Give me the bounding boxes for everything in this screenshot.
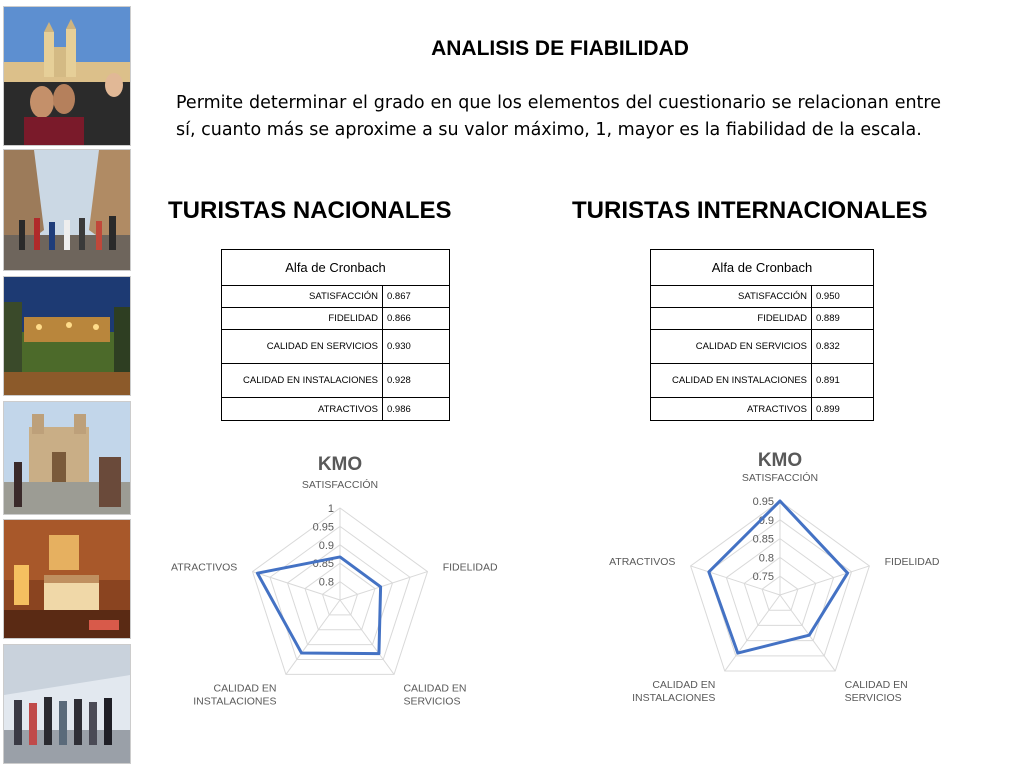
category-label-line: INSTALACIONES: [632, 691, 716, 704]
category-label: [885, 556, 940, 568]
table-row: [651, 308, 874, 330]
night-garden-image: [4, 277, 130, 395]
row-value: 0.950: [812, 286, 874, 308]
row-value: 0.867: [383, 286, 450, 308]
row-value: 0.986: [383, 398, 450, 421]
tick-label: 0.9: [758, 514, 774, 527]
table-row: [651, 364, 874, 398]
series-line: [257, 557, 380, 654]
table-row: [651, 330, 874, 364]
table-row: [222, 330, 450, 364]
tick-label: 0.95: [312, 521, 334, 534]
photo-strip: [3, 6, 131, 762]
description-paragraph: Permite determinar el grado en que los elementos del cuestionario se relacionan entre sí, cuanto más se aproxime a su valor máximo, 1, mayor es la fiabilidad de la escala.: [176, 93, 941, 140]
category-label-line: FIDELIDAD: [442, 561, 498, 574]
row-label: CALIDAD EN SERVICIOS: [651, 330, 812, 364]
category-label-line: CALIDAD EN: [844, 678, 908, 691]
category-label: [443, 562, 498, 574]
hotel-room-image: [4, 520, 130, 638]
row-label: CALIDAD EN INSTALACIONES: [651, 364, 812, 398]
row-label: CALIDAD EN INSTALACIONES: [222, 364, 383, 398]
row-value: 0.889: [812, 308, 874, 330]
kmo-radar-chart-internacionales: [590, 440, 960, 730]
hotel-room-photo: [3, 519, 131, 639]
airport-crowd-image: [4, 645, 130, 763]
category-label-line: CALIDAD EN: [652, 678, 716, 691]
airport-crowd-photo: [3, 644, 131, 764]
category-label: [845, 679, 908, 704]
night-garden-photo: [3, 276, 131, 396]
category-label: [171, 562, 237, 574]
chart-title: KMO: [317, 454, 363, 475]
grid-spoke: [340, 600, 394, 674]
internacionales-table: [650, 249, 874, 421]
row-label: ATRACTIVOS: [222, 398, 383, 421]
category-label-line: SATISFACCIÓN: [301, 479, 379, 491]
chart-title: KMO: [757, 450, 803, 471]
tick-label: 1: [327, 503, 334, 515]
tick-label: 0.85: [752, 533, 774, 546]
church-square-image: [4, 402, 130, 514]
nacionales-heading: TURISTAS NACIONALES: [168, 197, 452, 224]
category-label-line: CALIDAD EN: [403, 682, 467, 695]
category-label: [742, 471, 818, 484]
tick-label: 0.8: [758, 552, 774, 565]
tick-label: 0.9: [318, 539, 334, 552]
category-label: [609, 556, 675, 568]
category-label: [302, 478, 378, 491]
nacionales-table: [221, 249, 450, 421]
category-label: [403, 682, 466, 707]
page-title: ANALISIS DE FIABILIDAD: [431, 37, 689, 60]
table-row: [222, 398, 450, 421]
category-label-line: SERVICIOS: [844, 691, 902, 704]
row-label: FIDELIDAD: [651, 308, 812, 330]
cathedral-plaza-image: [4, 7, 130, 145]
row-value: 0.866: [383, 308, 450, 330]
category-label-line: INSTALACIONES: [193, 695, 277, 708]
category-label-line: ATRACTIVOS: [609, 556, 676, 569]
row-value: 0.832: [812, 330, 874, 364]
tick-label: 0.85: [312, 558, 334, 571]
category-label: [632, 679, 715, 704]
row-label: SATISFACCIÓN: [651, 286, 812, 308]
street-crowd-image: [4, 150, 130, 270]
grid-spoke: [780, 566, 869, 595]
table-row: [651, 398, 874, 421]
grid-spoke: [725, 595, 780, 671]
table-row: [222, 286, 450, 308]
tick-label: 0.8: [318, 576, 334, 589]
row-value: 0.930: [383, 330, 450, 364]
row-value: 0.891: [812, 364, 874, 398]
row-value: 0.928: [383, 364, 450, 398]
internacionales-heading: TURISTAS INTERNACIONALES: [572, 197, 928, 224]
table-title: Alfa de Cronbach: [222, 250, 450, 286]
category-label-line: SATISFACCIÓN: [741, 472, 819, 484]
cathedral-plaza-photo: [3, 6, 131, 146]
tick-label: 0.95: [752, 496, 774, 508]
grid-spoke: [340, 572, 427, 600]
category-label-line: CALIDAD EN: [213, 682, 277, 695]
table-row: [651, 286, 874, 308]
row-label: CALIDAD EN SERVICIOS: [222, 330, 383, 364]
category-label: [193, 682, 276, 707]
tick-label: 0.75: [752, 571, 774, 584]
table-row: [222, 308, 450, 330]
category-label-line: SERVICIOS: [403, 695, 461, 708]
category-label-line: FIDELIDAD: [884, 556, 940, 569]
category-label-line: ATRACTIVOS: [170, 561, 238, 574]
row-value: 0.899: [812, 398, 874, 421]
table-row: [222, 364, 450, 398]
street-crowd-photo: [3, 149, 131, 271]
row-label: SATISFACCIÓN: [222, 286, 383, 308]
kmo-radar-chart-nacionales: [160, 440, 520, 730]
row-label: ATRACTIVOS: [651, 398, 812, 421]
table-title: Alfa de Cronbach: [651, 250, 874, 286]
church-square-photo: [3, 401, 131, 515]
row-label: FIDELIDAD: [222, 308, 383, 330]
